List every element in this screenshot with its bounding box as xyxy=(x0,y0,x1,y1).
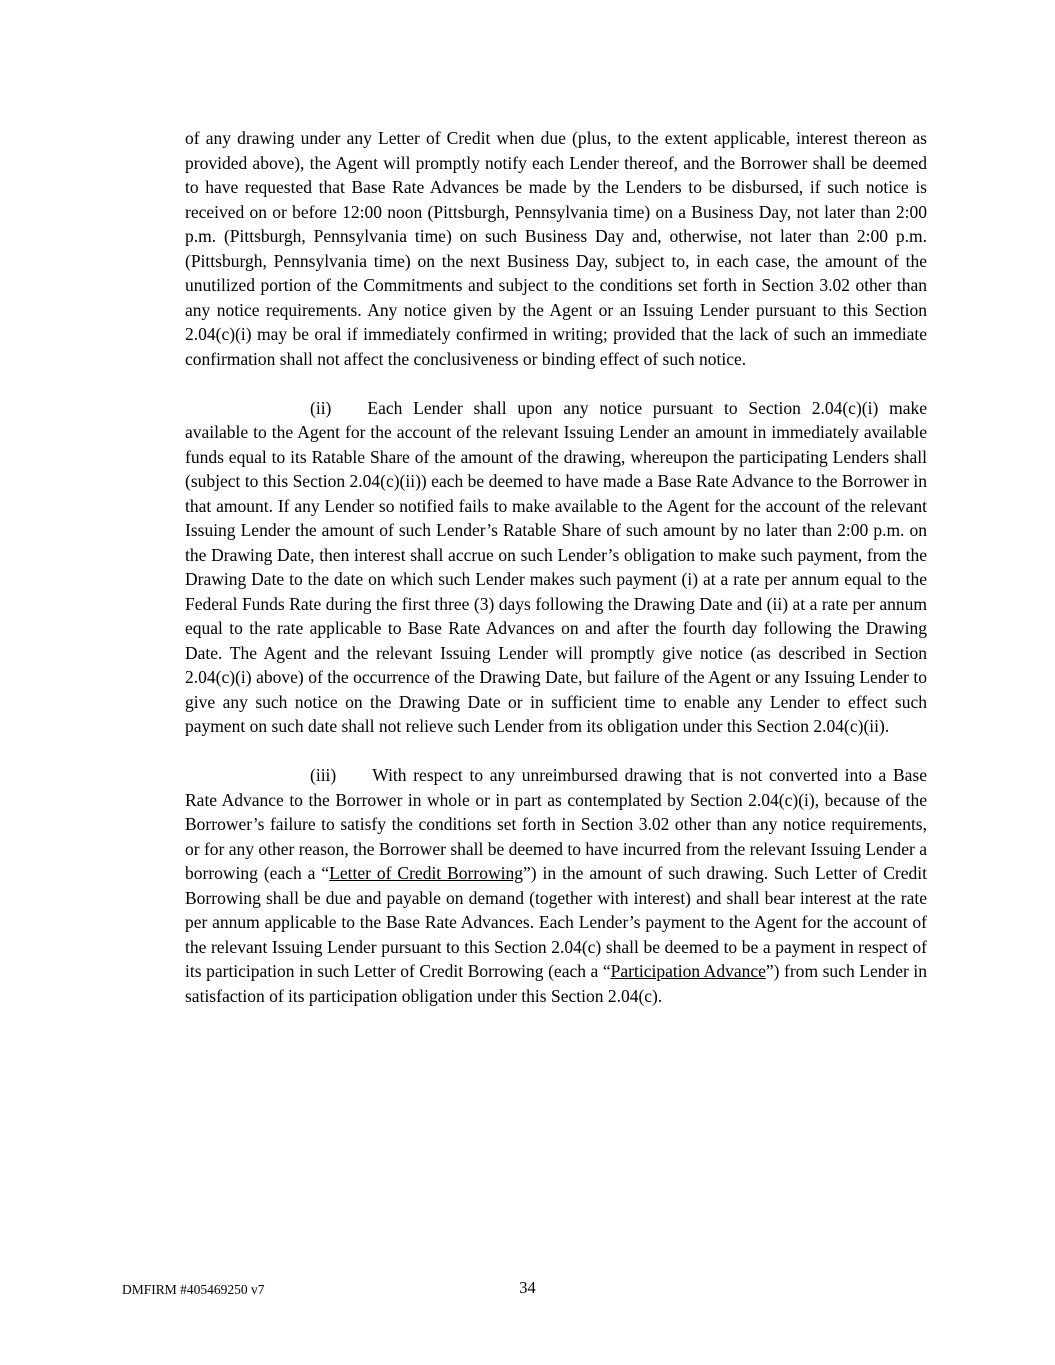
defined-term: Participation Advance xyxy=(610,961,766,981)
text-segment: With respect to any unreimbursed drawing that is not converted into a Base Rate Advance to the Borrower in whole or in part as contemplated by Section 2.04(c)(i), because of the Borrower’s failure to satisfy the conditions set forth in Section 3.02 other than any notice requirements, or for any other reason, the Borrower shall be deemed to have incurred from the relevant Issuing Lender a borrowing (each a “ xyxy=(185,765,928,883)
defined-term: Letter of Credit Borrowing xyxy=(329,863,523,883)
paragraph-continuation xyxy=(185,126,927,371)
page-number: 34 xyxy=(519,1278,536,1297)
page-footer xyxy=(0,1278,1055,1308)
document-id: DMFIRM #405469250 v7 xyxy=(122,1282,265,1297)
paragraph-label: (ii) xyxy=(310,397,332,418)
paragraph-section-iii xyxy=(185,763,927,1008)
text-segment: Each Lender shall upon any notice pursuant to Section 2.04(c)(i) make available to the Agent for the account of the relevant Issuing Lender an amount in immediately available funds equal to its Ratable Share of the amount of the drawing, whereupon the participating Lenders shall (subject to this Section 2.04(c)(ii)) each be deemed to have made a Base Rate Advance to the Borrower in that amount. If any Lender so notified fails to make available to the Agent for the account of the relevant Issuing Lender the amount of such Lender’s Ratable Share of such amount by no later than 2:00 p.m. on the Drawing Date, then interest shall accrue on such Lender’s obligation to make such payment, from the Drawing Date to the date on which such Lender makes such payment (i) at a rate per annum equal to the Federal Funds Rate during the first three (3) days following the Drawing Date and (ii) at a rate per annum equal to the rate applicable to Base Rate Advances on and after the fourth day following the Drawing Date. The Agent and the relevant Issuing Lender will promptly give notice (as described in Section 2.04(c)(i) above) of the occurrence of the Drawing Date, but failure of the Agent or any Issuing Lender to give any such notice on the Drawing Date or in sufficient time to enable any Lender to effect such payment on such date shall not relieve such Lender from its obligation under this Section 2.04(c)(ii). xyxy=(185,397,927,736)
text-segment: of any drawing under any Letter of Credit when due (plus, to the extent applicable, interest thereon as provided above), the Agent will promptly notify each Lender thereof, and the Borrower shall be deemed to have requested that Base Rate Advances be made by the Lenders to be disbursed, if such notice is received on or before 12:00 noon (Pittsburgh, Pennsylvania time) on a Business Day, not later than 2:00 p.m. (Pittsburgh, Pennsylvania time) on such Business Day and, otherwise, not later than 2:00 p.m. (Pittsburgh, Pennsylvania time) on the next Business Day, subject to, in each case, the amount of the unutilized portion of the Commitments and subject to the conditions set forth in Section 3.02 other than any notice requirements. Any notice given by the Agent or an Issuing Lender pursuant to this Section 2.04(c)(i) may be oral if immediately confirmed in writing; provided that the lack of such an immediate confirmation shall not affect the conclusiveness or binding effect of such notice. xyxy=(185,128,927,369)
text-segment: ”) in the amount of such drawing. Such Letter of Credit Borrowing shall be due and payable on demand (together with interest) and shall bear interest at the rate per annum applicable to the Base Rate Advances. Each Lender’s payment to the Agent for the account of the relevant Issuing Lender pursuant to this Section 2.04(c) shall be deemed to be a payment in respect of its participation in such Letter of Credit Borrowing (each a “ xyxy=(185,863,927,981)
document-body xyxy=(185,126,927,1008)
paragraph-section-ii xyxy=(185,396,927,739)
paragraph-label: (iii) xyxy=(310,765,337,785)
text-segment: ”) from such Lender in satisfaction of its participation obligation under this Section 2.04(c). xyxy=(185,961,927,1006)
